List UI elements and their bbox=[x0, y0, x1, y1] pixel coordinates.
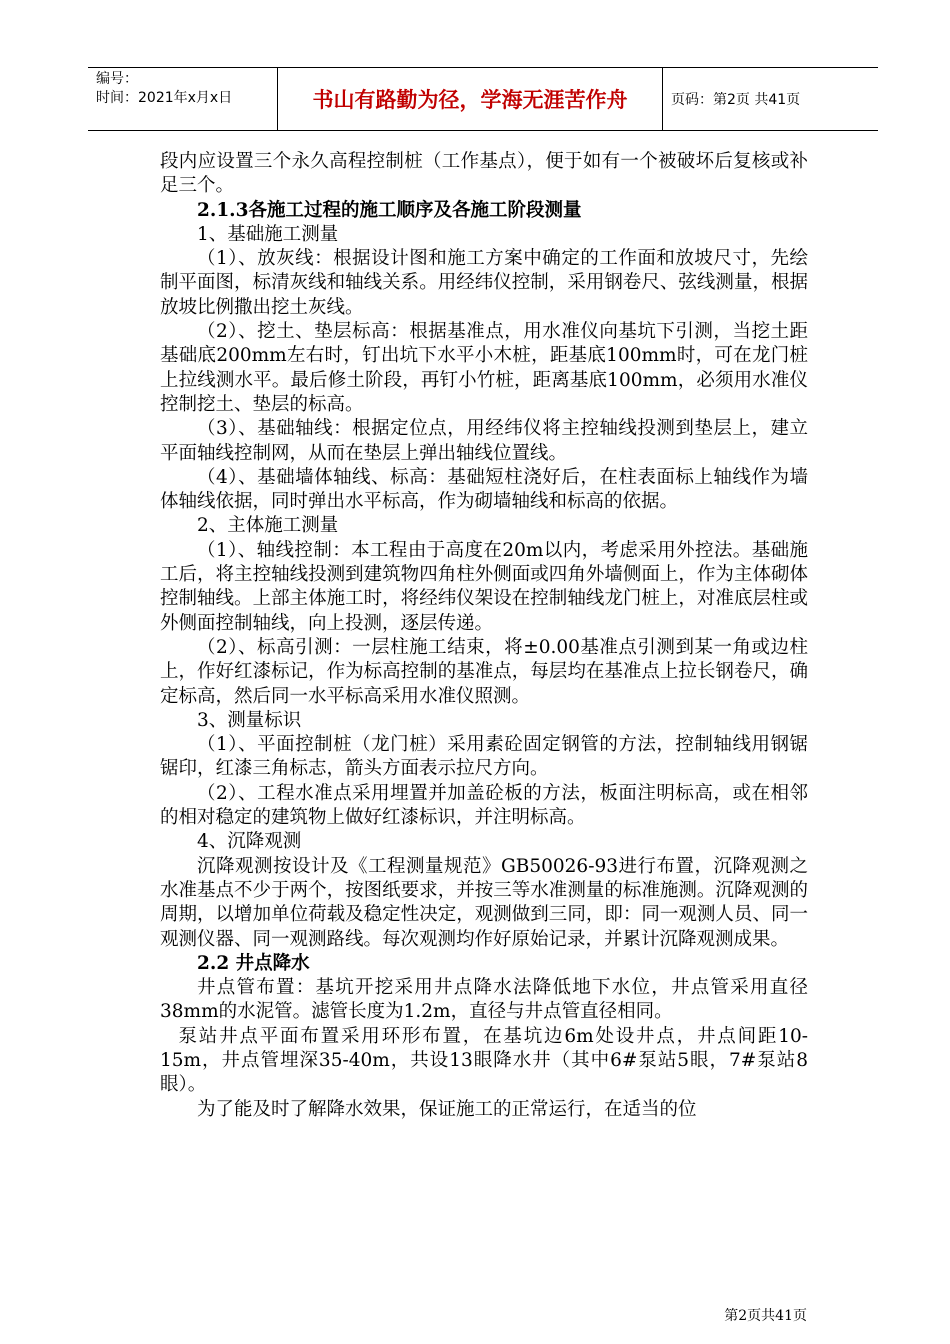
subsection-title: 2、主体施工测量 bbox=[197, 515, 339, 537]
header-motto: 书山有路勤为径，学海无涯苦作舟 bbox=[278, 68, 663, 130]
paragraph: （1）、轴线控制：本工程由于高度在20m以内，考虑采用外控法。基础施工后，将主控轴线投测到建筑物四角柱外侧面或四角外墙侧面上，作为主体砌体控制轴线。上部主体施工时，将经纬仪架设在控制轴线龙门桩上，对准底层柱或外侧面控制轴线，向上投测，逐层传递。 bbox=[160, 539, 808, 634]
paragraph: 段内应设置三个永久高程控制桩（工作基点），便于如有一个被破坏后复核或补足三个。 bbox=[160, 151, 808, 197]
header-meta bbox=[88, 68, 278, 130]
page-header bbox=[88, 67, 878, 131]
paragraph: （3）、基础轴线：根据定位点，用经纬仪将主控轴线投测到垫层上，建立平面轴线控制网，从而在垫层上弹出轴线位置线。 bbox=[160, 418, 808, 464]
paragraph: （2）、标高引测：一层柱施工结束，将±0.00基准点引测到某一角或边柱上，作好红漆标记，作为标高控制的基准点，每层均在基准点上拉长钢卷尺，确定标高，然后同一水平标高采用水准仪照测。 bbox=[160, 636, 808, 707]
subsection-title: 3、测量标识 bbox=[197, 709, 302, 731]
subsection-title: 1、基础施工测量 bbox=[197, 223, 339, 245]
document-number-label: 编号： bbox=[96, 71, 138, 87]
paragraph: 井点管布置：基坑开挖采用井点降水法降低地下水位，井点管采用直径38mm的水泥管。滤管长度为1.2m，直径与井点管直径相同。 bbox=[160, 977, 808, 1023]
paragraph: （1）、平面控制桩（龙门桩）采用素砼固定钢管的方法，控制轴线用钢锯锯印，红漆三角标志，箭头方面表示拉尺方向。 bbox=[160, 734, 808, 780]
subsection-title: 4、沉降观测 bbox=[197, 831, 302, 853]
paragraph: 为了能及时了解降水效果，保证施工的正常运行，在适当的位 bbox=[197, 1098, 697, 1120]
section-heading: 2.2 井点降水 bbox=[197, 952, 310, 974]
paragraph: （2）、挖土、垫层标高：根据基准点，用水准仪向基坑下引测，当挖土距基础底200mm左右时，钉出坑下水平小木桩，距基底100mm时，可在龙门桩上拉线测水平。最后修土阶段，再钉小竹桩，距离基底100mm，必须用水准仪控制挖土、垫层的标高。 bbox=[160, 321, 808, 415]
paragraph: （4）、基础墙体轴线、标高：基础短柱浇好后，在柱表面标上轴线作为墙体轴线依据，同时弹出水平标高，作为砌墙轴线和标高的依据。 bbox=[160, 466, 808, 513]
paragraph: （1）、放灰线：根据设计图和施工方案中确定的工作面和放坡尺寸，先绘制平面图，标清灰线和轴线关系。用经纬仪控制，采用钢卷尺、弦线测量，根据放坡比例撒出挖土灰线。 bbox=[160, 248, 808, 318]
section-heading: 2.1.3各施工过程的施工顺序及各施工阶段测量 bbox=[197, 199, 582, 221]
document-time-label: 时间：2021年x月x日 bbox=[96, 90, 233, 106]
document-body bbox=[160, 150, 808, 1122]
header-page-label: 页码：第2页 共41页 bbox=[671, 92, 801, 108]
paragraph: 沉降观测按设计及《工程测量规范》GB50026-93进行布置，沉降观测之水准基点不少于两个，按图纸要求，并按三等水准测量的标准施测。沉降观测的周期，以增加单位荷载及稳定性决定，观测做到三同，即：同一观测人员、同一观测仪器、同一观测路线。每次观测均作好原始记录，并累计沉降观测成果。 bbox=[160, 855, 808, 950]
page-footer: 第2页共41页 bbox=[724, 1308, 807, 1324]
paragraph: （2）、工程水准点采用埋置并加盖砼板的方法，板面注明标高，或在相邻的相对稳定的建筑物上做好红漆标识，并注明标高。 bbox=[160, 782, 808, 829]
paragraph: 泵站井点平面布置采用环形布置，在基坑边6m处设井点，井点间距10-15m，井点管埋深35-40m，共设13眼降水井（其中6#泵站5眼，7#泵站8眼）。 bbox=[160, 1025, 808, 1096]
